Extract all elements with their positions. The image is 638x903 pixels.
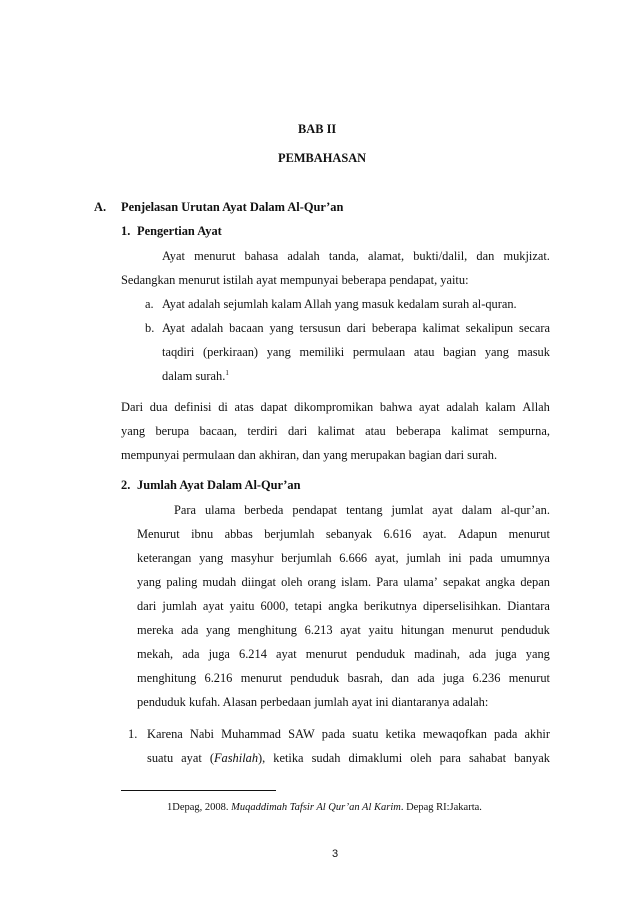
para-1-line-2: Sedangkan menurut istilah ayat mempunyai beberapa pendapat, yaitu: — [121, 273, 469, 287]
subsection-1-title: Pengertian Ayat — [137, 224, 222, 238]
summary-line-2: yang berupa bacaan, terdiri dari kalimat atau beberapa kalimat sempurna, — [121, 424, 550, 438]
footnote-separator — [121, 790, 276, 791]
sub2-line-4: yang paling mudah diingat oleh orang islam. Para ulama’ sepakat angka depan — [137, 575, 550, 589]
sub2-line-8: menghitung 6.216 menurut penduduk basrah, dan ada juga 6.236 menurut — [137, 671, 550, 685]
chapter-number: BAB II — [298, 122, 337, 136]
reason-1-line-2: suatu ayat (Fashilah), ketika sudah dimaklumi oleh para sahabat banyak — [147, 751, 550, 765]
para-1-line-1: Ayat menurut bahasa adalah tanda, alamat, bukti/dalil, dan mukjizat. — [162, 249, 550, 263]
sub2-line-7: mekah, ada juga 6.214 ayat menurut penduduk madinah, ada juga yang — [137, 647, 550, 661]
fashilah-term: Fashilah — [213, 751, 259, 765]
sub2-line-3: keterangan yang masyhur berjumlah 6.666 ayat, jumlah ini pada umumnya — [137, 551, 550, 565]
sub2-line-1: Para ulama berbeda pendapat tentang jumlat ayat dalam al-qur’an. — [174, 503, 550, 517]
sub2-line-2: Menurut ibnu abbas berjumlah sebanyak 6.616 ayat. Adapun menurut — [137, 527, 550, 541]
chapter-title: PEMBAHASAN — [278, 151, 367, 165]
footnote-ref[interactable]: 1 — [225, 368, 229, 377]
list-b-marker: b. — [145, 321, 155, 335]
reason-1-marker: 1. — [128, 727, 138, 741]
subsection-2-marker: 2. — [121, 478, 131, 492]
subsection-2-title: Jumlah Ayat Dalam Al-Qur’an — [137, 478, 301, 492]
list-b-line-1: Ayat adalah bacaan yang tersusun dari beberapa kalimat sekalipun secara — [162, 321, 550, 335]
reason-1-line-1: Karena Nabi Muhammad SAW pada suatu ketika mewaqofkan pada akhir — [147, 727, 550, 741]
footnote-text: 1Depag, 2008. Muqaddimah Tafsir Al Qur’an Al Karim. Depag RI:Jakarta. — [167, 802, 482, 813]
sub2-line-5: dari jumlah ayat yaitu 6000, tetapi angka berikutnya diperselisihkan. Diantara — [137, 599, 550, 613]
summary-line-1: Dari dua definisi di atas dapat dikompromikan bahwa ayat adalah kalam Allah — [121, 400, 550, 414]
list-a-text: Ayat adalah sejumlah kalam Allah yang masuk kedalam surah al-quran. — [162, 297, 517, 311]
sub2-line-9: penduduk kufah. Alasan perbedaan jumlah ayat ini diantaranya adalah: — [137, 695, 489, 709]
section-a-marker: A. — [94, 200, 107, 214]
page-number: 3 — [332, 848, 339, 860]
summary-line-3: mempunyai permulaan dan akhiran, dan yang merupakan bagian dari surah. — [121, 448, 498, 462]
list-a-marker: a. — [145, 297, 154, 311]
subsection-1-marker: 1. — [121, 224, 131, 238]
list-b-line-3: dalam surah.$^1$ — [162, 368, 229, 383]
section-a-title: Penjelasan Urutan Ayat Dalam Al-Qur’an — [121, 200, 344, 214]
sub2-line-6: mereka ada yang menghitung 6.213 ayat yaitu hitungan menurut penduduk — [137, 623, 550, 637]
list-b-line-2: taqdiri (perkiraan) yang memiliki permulaan atau bagian yang masuk — [162, 345, 550, 359]
